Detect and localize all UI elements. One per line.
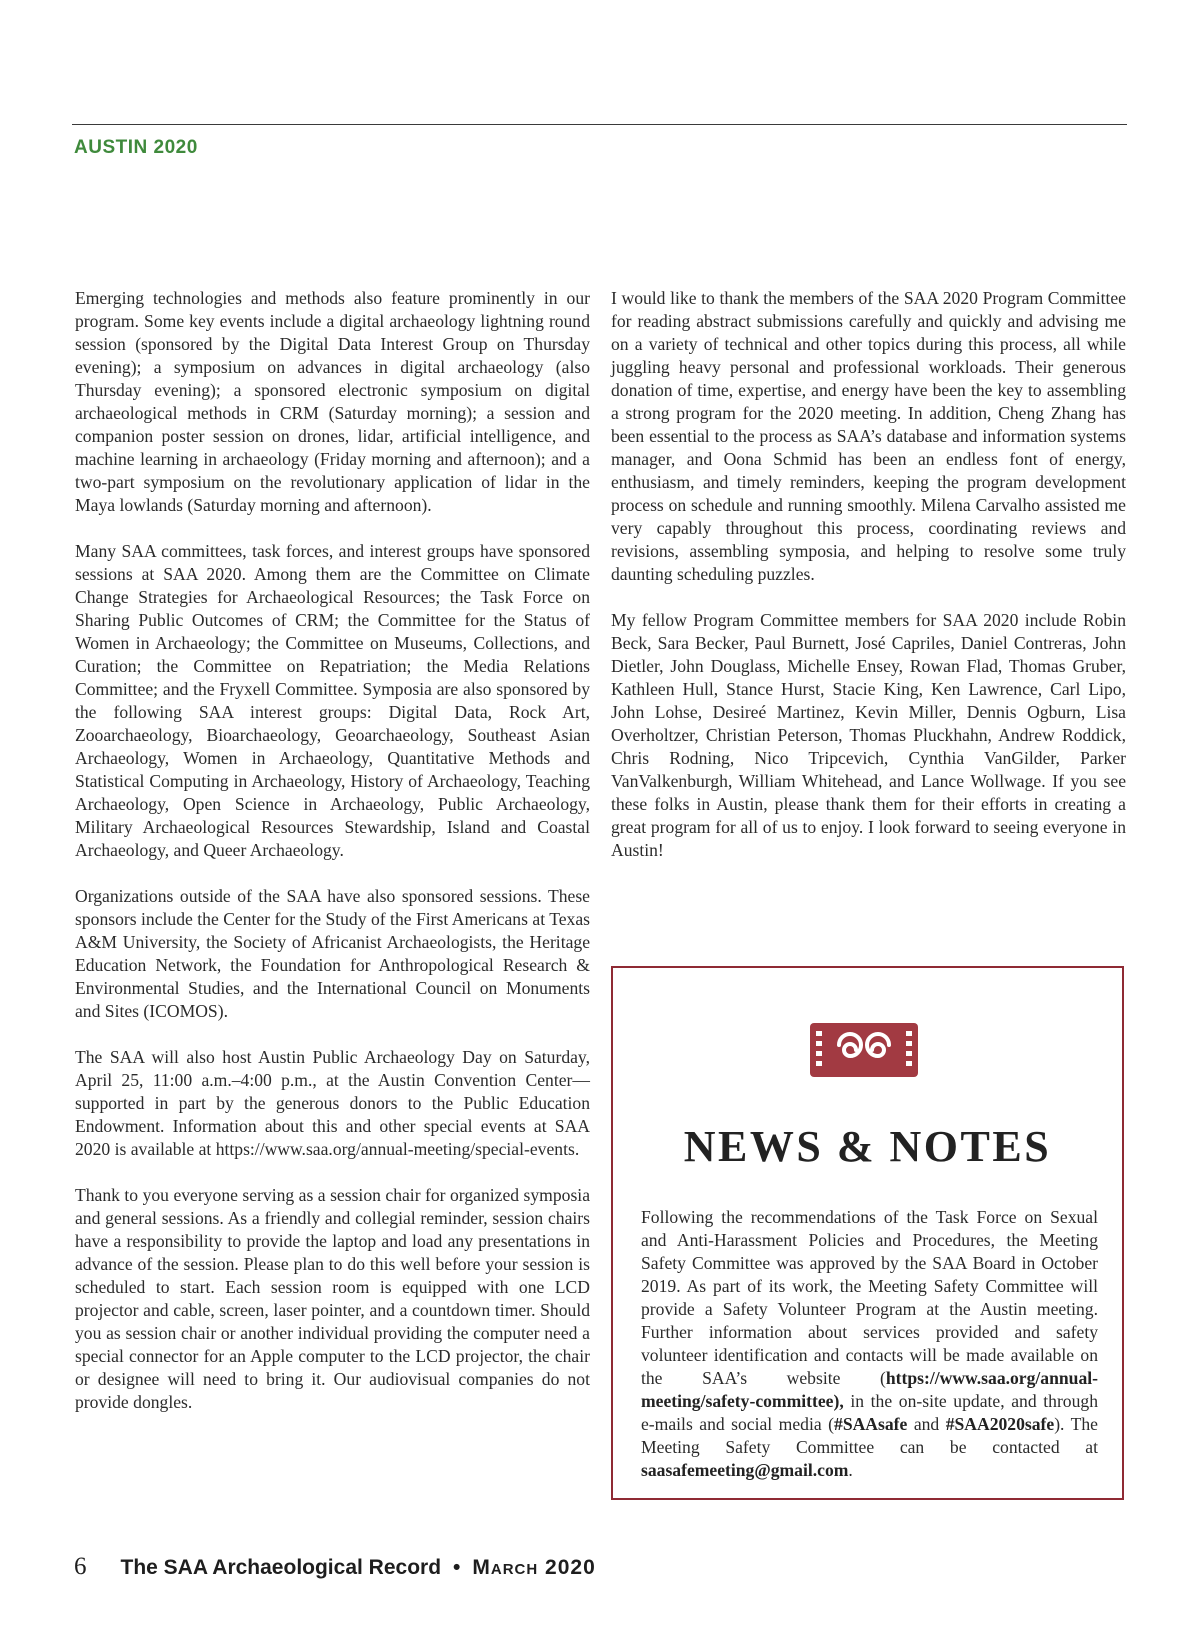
spiral-glyph-icon — [810, 1023, 918, 1077]
footer-separator: • — [453, 1556, 461, 1579]
page-footer — [74, 1553, 596, 1581]
hashtag-saa2020safe: #SAA2020safe — [945, 1414, 1055, 1434]
paragraph-emerging-technologies: Emerging technologies and methods also feature prominently in our program. Some key events include a digital archaeology lightning round session (sponsored by the Digital Data Interest Group on Thursday evening); a symposium on advances in digital archaeology (also Thursday evening); a sponsored electronic symposium on digital archaeological methods in CRM (Saturday morning); a session and companion poster session on drones, lidar, artificial intelligence, and machine learning in archaeology (Friday morning and afternoon); and a two-part symposium on the revolutionary application of lidar in the Maya lowlands (Saturday morning and afternoon). — [75, 288, 590, 515]
news-notes-box — [611, 966, 1124, 1500]
paragraph-thanks: I would like to thank the members of the SAA 2020 Program Committee for reading abstract submissions carefully and quickly and advising me on a variety of technical and other topics during this process, all while juggling heavy personal and professional workloads. Their generous donation of time, expertise, and energy have been the key to assembling a strong program for the 2020 meeting. In addition, Cheng Zhang has been essential to the process as SAA’s database and information systems manager, and Oona Schmid has been an endless font of energy, enthusiasm, and timely reminders, keeping the program development process on schedule and running smoothly. Milena Carvalho assisted me very capably throughout this process, coordinating reviews and revisions, assembling symposia, and helping to resolve some truly daunting scheduling puzzles. — [611, 288, 1126, 584]
page-number: 6 — [74, 1553, 87, 1580]
news-body-text: . — [848, 1460, 853, 1480]
paragraph-outside-organizations: Organizations outside of the SAA have also sponsored sessions. These sponsors include the Center for the Study of the First Americans at Texas A&M University, the Society of Africanist Archaeologists, the Heritage Education Network, the Foundation for Anthropological Research & Environmental Studies, and the International Council on Monuments and Sites (ICOMOS). — [75, 886, 590, 1021]
top-rule — [72, 124, 1127, 125]
news-body-text: in the on-site update, and through e-mails and social media ( — [641, 1391, 1098, 1434]
news-notes-body — [641, 1206, 1098, 1482]
journal-title: The SAA Archaeological Record — [120, 1556, 442, 1579]
news-body-text: Following the recommendations of the Task Force on Sexual and Anti-Harassment Policies and Procedures, the Meeting Safety Committee was approved by the SAA Board in October 2019. As part of its work, the Meeting Safety Committee will provide a Safety Volunteer Program at the Austin meeting. Further information about services provided and safety volunteer identification and contacts will be made available on the SAA’s website ( — [641, 1207, 1098, 1388]
paragraph-public-archaeology-day: The SAA will also host Austin Public Archaeology Day on Saturday, April 25, 11:00 a.m.–4:00 p.m., at the Austin Convention Center—supported in part by the generous donors to the Public Education Endowment. Information about this and other special events at SAA 2020 is available at https://www.saa.org/annual-meeting/special-events. — [75, 1047, 590, 1159]
news-body-text: ). The Meeting Safety Committee can be contacted at — [641, 1414, 1098, 1457]
right-column — [611, 287, 1126, 885]
paragraph-sponsored-sessions: Many SAA committees, task forces, and interest groups have sponsored sessions at SAA 2020. Among them are the Committee on Climate Change Strategies for Archaeological Resources; the Task Force on Sharing Public Outcomes of CRM; the Committee for the Status of Women in Archaeology; the Committee on Museums, Collections, and Curation; the Committee on Repatriation; the Media Relations Committee; and the Fryxell Committee. Symposia are also sponsored by the following SAA interest groups: Digital Data, Rock Art, Zooarchaeology, Bioarchaeology, Geoarchaeology, Southeast Asian Archaeology, Women in Archaeology, Quantitative Methods and Statistical Computing in Archaeology, History of Archaeology, Teaching Archaeology, Open Science in Archaeology, Public Archaeology, Military Archaeological Resources Stewardship, Island and Coastal Archaeology, and Queer Archaeology. — [75, 541, 590, 860]
left-column — [75, 287, 590, 1437]
paragraph-session-chairs: Thank to you everyone serving as a session chair for organized symposia and general sessions. As a friendly and collegial reminder, session chairs have a responsibility to provide the laptop and load any presentations in advance of the session. Please plan to do this well before your session is scheduled to start. Each session room is equipped with one LCD projector and cable, screen, laser pointer, and a countdown timer. Should you as session chair or another individual providing the computer need a special connector for an Apple computer to the LCD projector, the chair or designee will need to bring it. Our audiovisual companies do not provide dongles. — [75, 1185, 590, 1412]
paragraph-committee-members: My fellow Program Committee members for SAA 2020 include Robin Beck, Sara Becker, Paul Burnett, José Capriles, Daniel Contreras, John Dietler, John Douglass, Michelle Ensey, Rowan Flad, Thomas Gruber, Kathleen Hull, Stance Hurst, Stacie King, Ken Lawrence, Carl Lipo, John Lohse, Desireé Martinez, Kevin Miller, Dennis Ogburn, Lisa Overholtzer, Christian Peterson, Thomas Pluckhahn, Andrew Roddick, Chris Rodning, Nico Tripcevich, Cynthia VanGilder, Parker VanValkenburgh, William Whitehead, and Lance Wollwage. If you see these folks in Austin, please thank them for their efforts in creating a great program for all of us to enjoy. I look forward to seeing everyone in Austin! — [611, 610, 1126, 860]
safety-committee-link[interactable]: https://www.saa.org/annual-meeting/safety-committee), — [641, 1368, 1098, 1411]
issue-date: March 2020 — [472, 1556, 596, 1579]
news-notes-title: NEWS & NOTES — [683, 1122, 1052, 1171]
section-label: AUSTIN 2020 — [74, 137, 198, 158]
news-body-text: and — [907, 1414, 946, 1434]
hashtag-saasafe: #SAAsafe — [834, 1414, 908, 1434]
contact-email-link[interactable]: saasafemeeting@gmail.com — [641, 1460, 849, 1480]
